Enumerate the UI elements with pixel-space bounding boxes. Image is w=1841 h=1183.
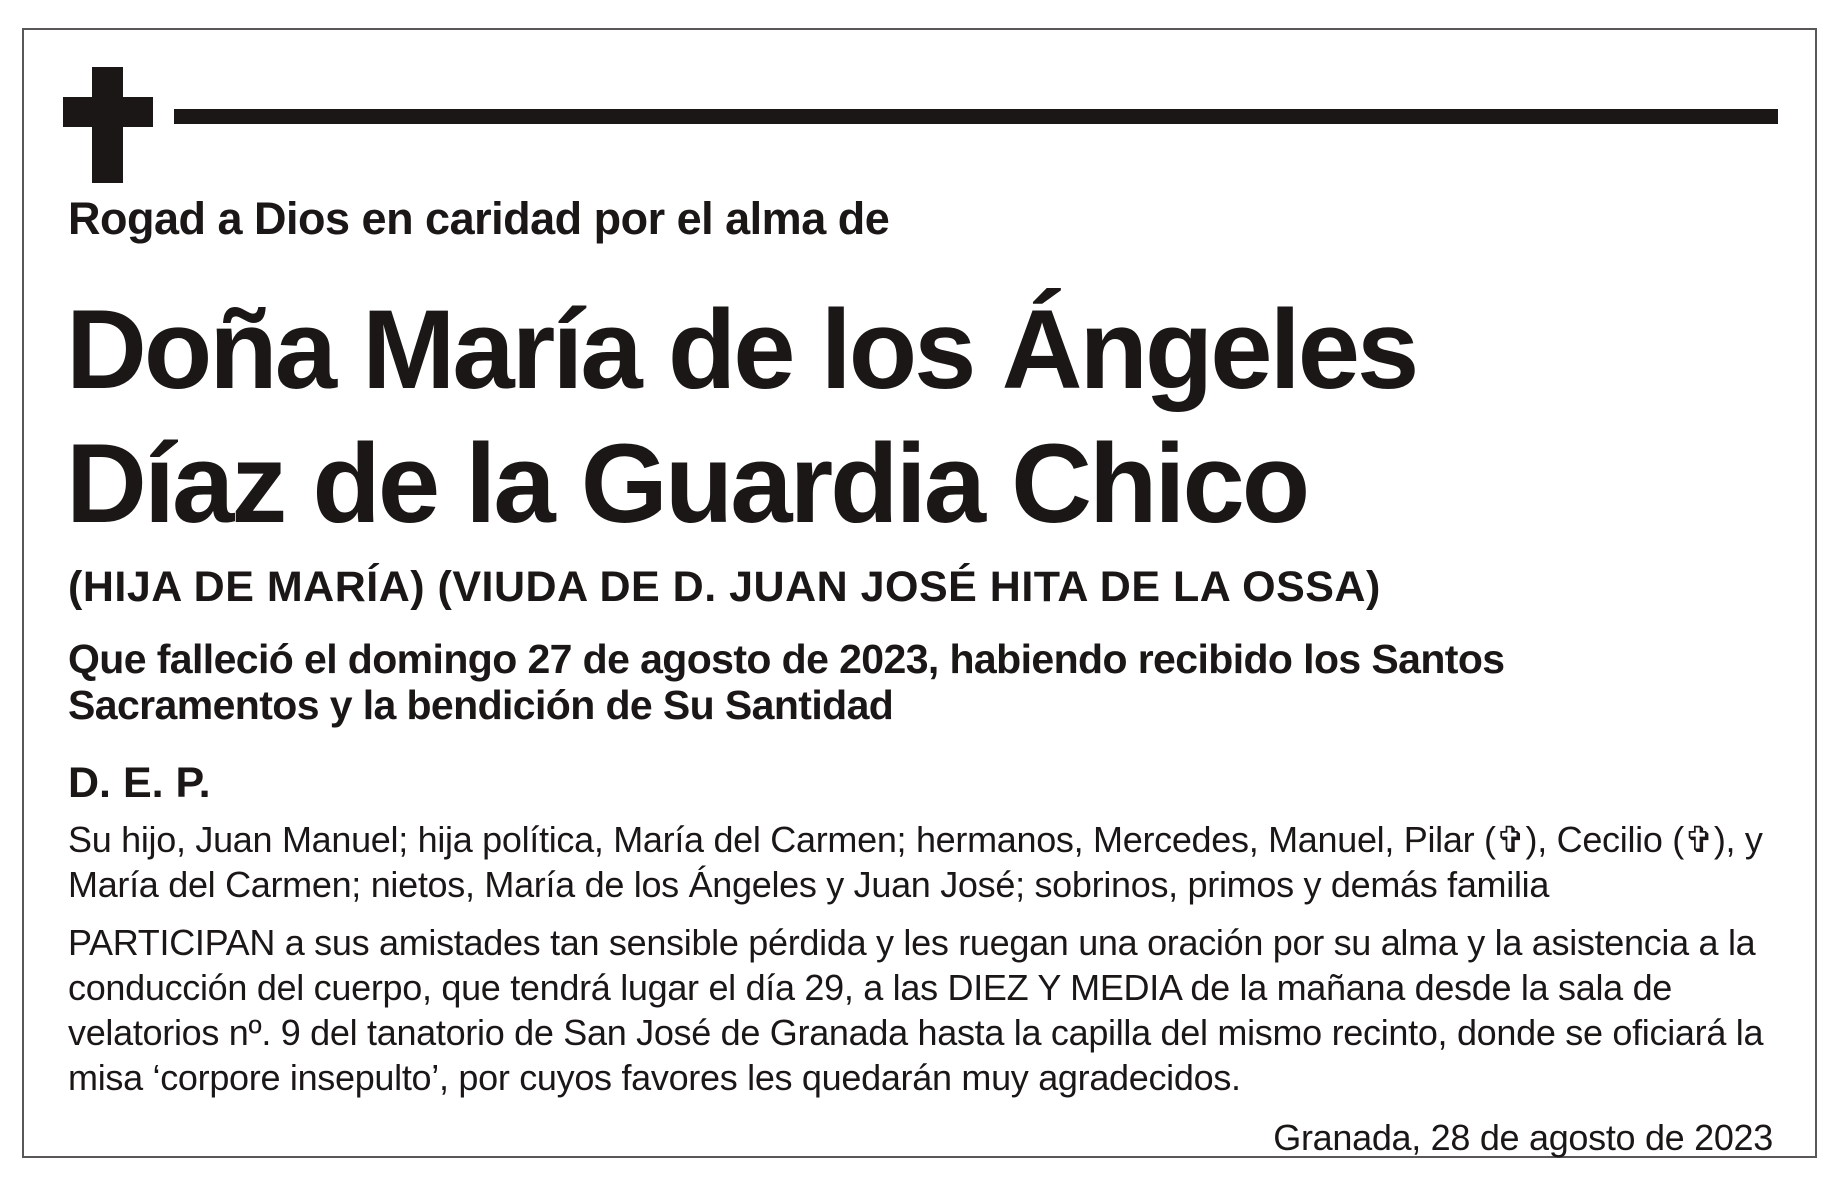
deceased-name — [66, 283, 1416, 551]
cross-icon — [63, 67, 153, 183]
deceased-name-line-1: Doña María de los Ángeles — [66, 287, 1417, 412]
death-statement-line-1: Que falleció el domingo 27 de agosto de 2023, habiendo recibido los Santos — [68, 636, 1505, 682]
funeral-details-paragraph: PARTICIPAN a sus amistades tan sensible pérdida y les ruegan una oración por su alma y la asistencia a la conducción del cuerpo, que tendrá lugar el día 29, a las DIEZ Y MEDIA de la mañana desde la sala de velatorios nº. 9 del tanatorio de San José de Granada hasta la capilla del mismo recinto, donde se oficiará la misa ‘corpore insepulto’, por cuyos favores les quedarán muy agradecidos. — [68, 922, 1764, 1098]
header-rule — [174, 109, 1778, 124]
place-date-line: Granada, 28 de agosto de 2023 — [1273, 1117, 1773, 1158]
relationship-subtitle: (HIJA DE MARÍA) (VIUDA DE D. JUAN JOSÉ HITA DE LA OSSA) — [68, 563, 1381, 611]
deceased-name-line-2: Díaz de la Guardia Chico — [66, 421, 1308, 546]
intro-text: Rogad a Dios en caridad por el alma de — [68, 193, 890, 244]
death-statement — [68, 636, 1788, 728]
death-statement-line-2: Sacramentos y la bendición de Su Santidad — [68, 682, 894, 728]
family-paragraph: Su hijo, Juan Manuel; hija política, María del Carmen; hermanos, Mercedes, Manuel, Pilar (✞), Cecilio (✞), y María del Carmen; nietos, María de los Ángeles y Juan José; sobrinos, primos y demás familia — [68, 819, 1763, 905]
dep-heading: D. E. P. — [68, 759, 211, 807]
